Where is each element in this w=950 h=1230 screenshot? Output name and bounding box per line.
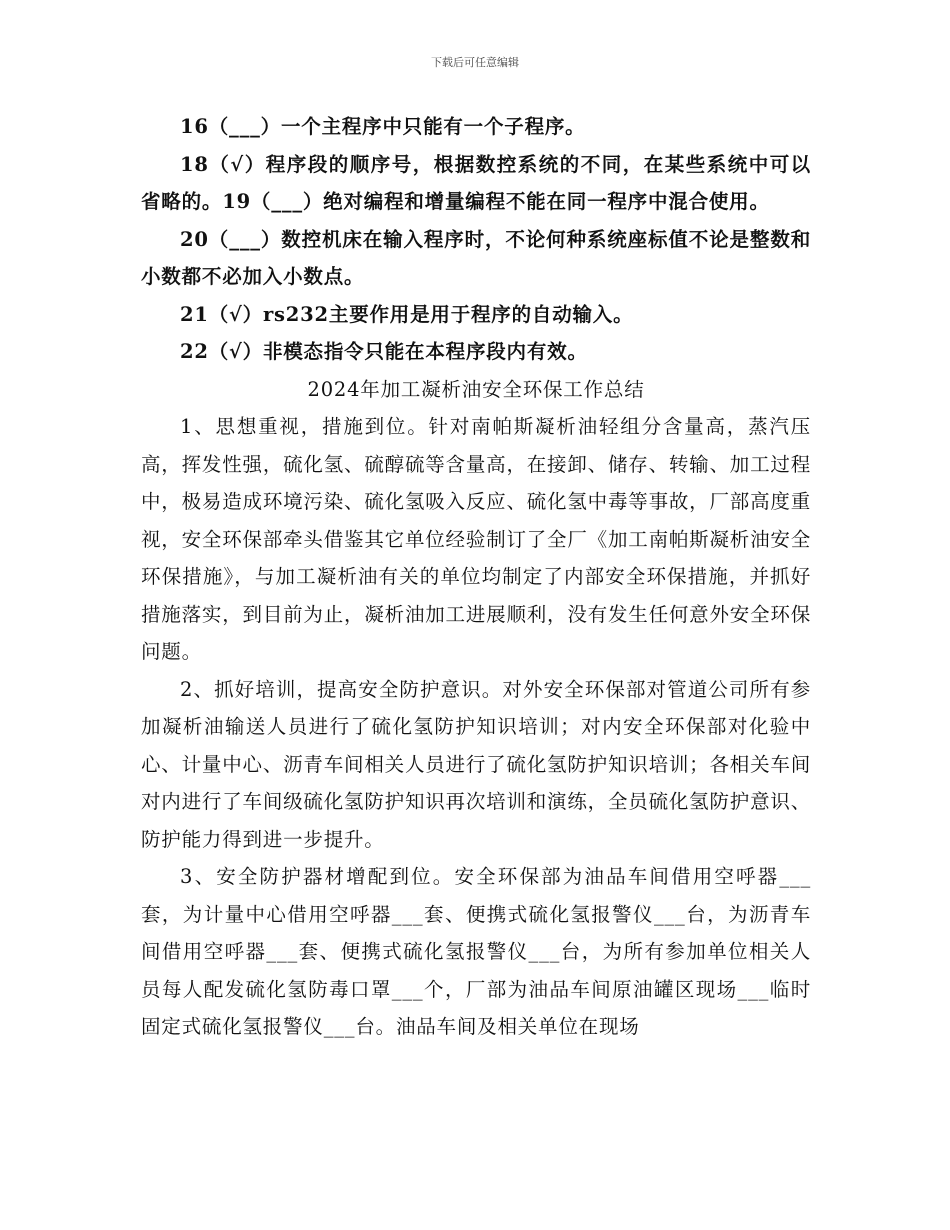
document-content <box>141 108 811 1046</box>
question-18-19: 18（√）程序段的顺序号，根据数控系统的不同，在某些系统中可以省略的。19（___）绝对编程和增量编程不能在同一程序中混合使用。 <box>141 152 811 213</box>
header-note: 下载后可任意编辑 <box>431 56 519 69</box>
question-21: 21（√）rs232主要作用是用于程序的自动输入。 <box>180 302 634 326</box>
article-paragraph-1: 1、思想重视，措施到位。针对南帕斯凝析油轻组分含量高，蒸汽压高，挥发性强，硫化氢、硫醇硫等含量高，在接卸、储存、转输、加工过程中，极易造成环境污染、硫化氢吸入反应、硫化氢中毒等事故，厂部高度重视，安全环保部牵头借鉴其它单位经验制订了全厂《加工南帕斯凝析油安全环保措施》，与加工凝析油有关的单位均制定了内部安全环保措施，并抓好措施落实，到目前为止，凝析油加工进展顺利，没有发生任何意外安全环保问题。 <box>141 415 811 663</box>
article-title: 2024年加工凝析油安全环保工作总结 <box>307 377 645 401</box>
question-16: 16（___）一个主程序中只能有一个子程序。 <box>180 115 586 138</box>
article-paragraph-2: 2、抓好培训，提高安全防护意识。对外安全环保部对管道公司所有参加凝析油输送人员进行了硫化氢防护知识培训；对内安全环保部对化验中心、计量中心、沥青车间相关人员进行了硫化氢防护知识培训；各相关车间对内进行了车间级硫化氢防护知识再次培训和演练，全员硫化氢防护意识、防护能力得到进一步提升。 <box>141 677 811 851</box>
question-22: 22（√）非模态指令只能在本程序段内有效。 <box>180 340 588 363</box>
article-paragraph-3: 3、安全防护器材增配到位。安全环保部为油品车间借用空呼器___套，为计量中心借用空呼器___套、便携式硫化氢报警仪___台，为沥青车间借用空呼器___套、便携式硫化氢报警仪___台，为所有参加单位相关人员每人配发硫化氢防毒口罩___个，厂部为油品车间原油罐区现场___临时固定式硫化氢报警仪___台。油品车间及相关单位在现场 <box>141 865 811 1038</box>
question-20: 20（___）数控机床在输入程序时，不论何种系统座标值不论是整数和小数都不必加入小数点。 <box>141 227 811 288</box>
